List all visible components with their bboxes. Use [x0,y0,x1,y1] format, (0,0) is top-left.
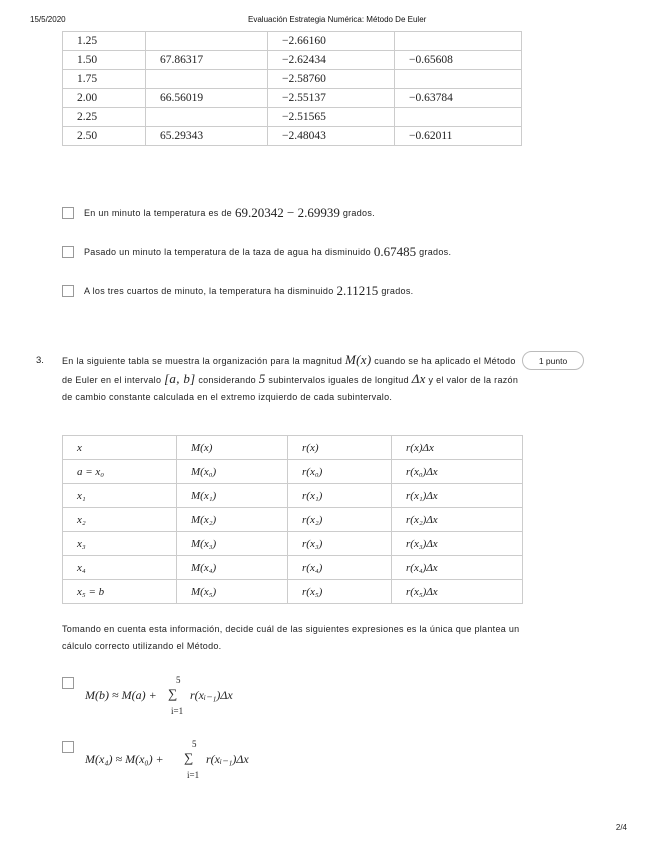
formula-1-lhs: M(b) ≈ M(a) + [85,688,157,702]
table-cell: −2.62434 [268,51,395,70]
table-row [63,508,523,532]
table-row [63,460,523,484]
table-row [63,51,522,70]
table-cell: x₁ [63,484,177,508]
formula-2-term: r(xᵢ₋₁)Δx [206,752,249,766]
sigma-icon: ∑ [184,750,194,765]
table-cell: −0.63784 [395,89,522,108]
table-cell: r(x₂)Δx [392,508,523,532]
formula-1-term: r(xᵢ₋₁)Δx [190,688,233,702]
table-cell [395,108,522,127]
table-cell: 66.56019 [146,89,268,108]
table-cell: x₂ [63,508,177,532]
euler-results-table [62,31,522,146]
print-title: Evaluación Estrategia Numérica: Método De Euler [248,15,427,24]
sigma-icon: ∑ [168,686,178,701]
table-row [63,32,522,51]
table-row [63,484,523,508]
table-cell: r(x₃) [288,532,392,556]
euler-organization-table [62,435,523,604]
table-cell: x₃ [63,532,177,556]
table-cell: r(x₅) [288,580,392,604]
checkbox[interactable] [62,207,74,219]
table-header-row [63,436,523,460]
table-cell: r(x) [288,436,392,460]
table-cell: r(x₁) [288,484,392,508]
table-cell: 65.29343 [146,127,268,146]
table-cell: −2.55137 [268,89,395,108]
sum-lower-limit: i=1 [171,706,184,716]
answer-option-1[interactable]: En un minuto la temperatura es de 69.20342 − 2.69939 grados. [62,205,375,221]
table-cell: r(x)Δx [392,436,523,460]
formula-2-lhs: M(x₄) ≈ M(x₀) + [85,752,164,766]
table-cell [146,70,268,89]
checkbox[interactable] [62,246,74,258]
table-cell: −2.66160 [268,32,395,51]
table-cell [146,108,268,127]
table-row [63,532,523,556]
question-number: 3. [36,355,44,366]
page-number: 2/4 [615,823,627,832]
table-cell: −0.65608 [395,51,522,70]
instruction-text: Tomando en cuenta esta información, decide cuál de las siguientes expresiones es la única que plantea un cálculo correcto utilizando el Método. [62,624,520,651]
table-cell: 67.86317 [146,51,268,70]
table-cell: r(x₄)Δx [392,556,523,580]
table-cell: r(x₃)Δx [392,532,523,556]
table-cell: r(x₁)Δx [392,484,523,508]
table-cell [395,32,522,51]
table-cell: r(x₀) [288,460,392,484]
sum-lower-limit: i=1 [187,770,200,780]
print-date: 15/5/2020 [30,15,66,24]
table-cell: 1.50 [63,51,146,70]
table-cell: r(x₅)Δx [392,580,523,604]
table-cell: −2.58760 [268,70,395,89]
table-cell: x₅ = b [63,580,177,604]
table-cell: −2.51565 [268,108,395,127]
table-cell: x₄ [63,556,177,580]
table-cell: M(x₂) [177,508,288,532]
table-cell: r(x₂) [288,508,392,532]
table-cell: r(x₀)Δx [392,460,523,484]
table-cell: M(x₀) [177,460,288,484]
table-cell: M(x₁) [177,484,288,508]
table-cell [146,32,268,51]
answer-checkbox-1[interactable] [62,677,74,689]
table-cell [395,70,522,89]
table-cell: 2.25 [63,108,146,127]
table-cell: M(x₄) [177,556,288,580]
answer-option-3[interactable]: A los tres cuartos de minuto, la temperatura ha disminuido 2.11215 grados. [62,283,413,299]
question-text: En la siguiente tabla se muestra la organización para la magnitud M(x) cuando se ha aplicado el Método de Euler en el intervalo [a, b] considerando 5 subintervalos iguales de longitud Δx y el valor de la razón de cambio constante calculada en el extremo izquierdo de cada subintervalo. [62,352,519,402]
table-cell: 2.50 [63,127,146,146]
table-cell: −2.48043 [268,127,395,146]
table-cell: M(x₅) [177,580,288,604]
table-cell: x [63,436,177,460]
checkbox[interactable] [62,285,74,297]
table-cell: 1.75 [63,70,146,89]
answer-option-2[interactable]: Pasado un minuto la temperatura de la taza de agua ha disminuido 0.67485 grados. [62,244,451,260]
table-cell: a = x₀ [63,460,177,484]
answer-checkbox-2[interactable] [62,741,74,753]
table-cell: M(x₃) [177,532,288,556]
points-badge: 1 punto [522,351,584,370]
table-cell: −0.62011 [395,127,522,146]
table-row [63,127,522,146]
table-row [63,89,522,108]
table-row [63,556,523,580]
table-cell: 1.25 [63,32,146,51]
table-cell: 2.00 [63,89,146,108]
sum-upper-limit: 5 [192,739,197,749]
table-row [63,580,523,604]
table-cell: r(x₄) [288,556,392,580]
table-cell: M(x) [177,436,288,460]
table-row [63,108,522,127]
table-row [63,70,522,89]
sum-upper-limit: 5 [176,675,181,685]
